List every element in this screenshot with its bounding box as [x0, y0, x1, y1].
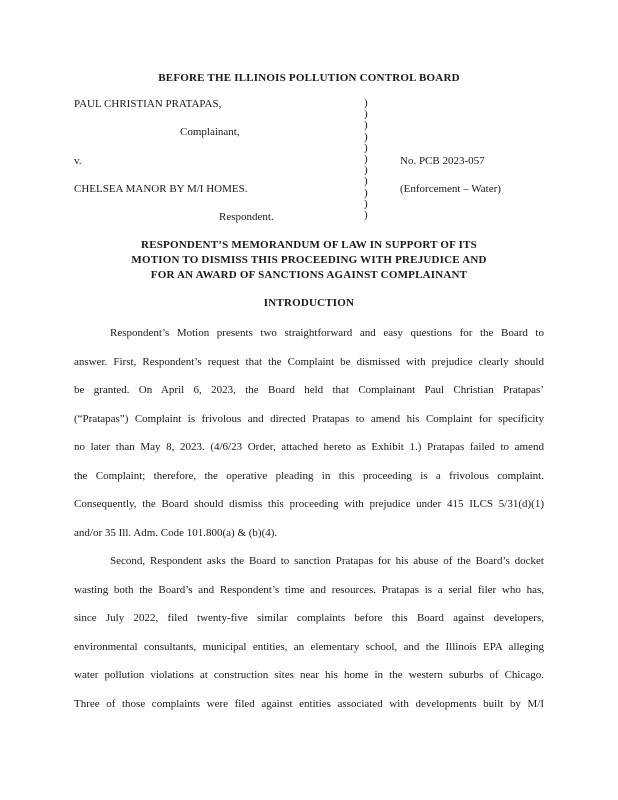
- title-line: RESPONDENT’S MEMORANDUM OF LAW IN SUPPORT OF ITS: [141, 239, 477, 251]
- text-line: since July 2022, filed twenty-five similar complaints before this Board against developers,: [74, 612, 544, 624]
- text-line: answer. First, Respondent’s request that the Complaint be dismissed with prejudice clearly should: [74, 356, 544, 368]
- text-line: Consequently, the Board should dismiss this proceeding with prejudice under 415 ILCS 5/31(d)(1): [74, 498, 544, 510]
- complainant-name: PAUL CHRISTIAN PRATAPAS,: [74, 98, 222, 110]
- text-line: (“Pratapas”) Complaint is frivolous and directed Pratapas to amend his Complaint for specificity: [74, 413, 544, 425]
- text-line: no later than May 8, 2023. (4/6/23 Order, attached hereto as Exhibit 1.) Pratapas failed to amend: [74, 441, 544, 453]
- text-line: environmental consultants, municipal entities, an elementary school, and the Illinois EPA alleging: [74, 641, 544, 653]
- section-heading: INTRODUCTION: [263, 297, 355, 309]
- text-line: wasting both the Board’s and Respondent’s time and resources. Pratapas is a serial filer who has,: [74, 584, 544, 596]
- case-number: No. PCB 2023-057: [400, 155, 485, 167]
- versus-label: v.: [74, 155, 82, 167]
- respondent-role: Respondent.: [219, 211, 274, 223]
- title-line: MOTION TO DISMISS THIS PROCEEDING WITH PREJUDICE AND: [131, 254, 487, 266]
- case-type: (Enforcement – Water): [400, 183, 501, 195]
- text-line: Three of those complaints were filed against entities associated with developments built by M/I: [74, 698, 544, 710]
- respondent-name: CHELSEA MANOR BY M/I HOMES.: [74, 183, 248, 195]
- court-heading: BEFORE THE ILLINOIS POLLUTION CONTROL BOARD: [158, 72, 460, 84]
- text-line: water pollution violations at construction sites near his home in the western suburbs of Chicago.: [74, 669, 544, 681]
- text-line: Second, Respondent asks the Board to sanction Pratapas for his abuse of the Board’s docket: [110, 555, 544, 567]
- title-line: FOR AN AWARD OF SANCTIONS AGAINST COMPLAINANT: [150, 269, 468, 281]
- complainant-role: Complainant,: [180, 126, 240, 138]
- caption-parentheses: ) ) ) ) ) ) ) ) ) ) ): [364, 97, 368, 222]
- text-line: Respondent’s Motion presents two straightforward and easy questions for the Board to: [110, 327, 544, 339]
- text-line: and/or 35 Ill. Adm. Code 101.800(a) & (b)(4).: [74, 527, 278, 539]
- text-line: be granted. On April 6, 2023, the Board held that Complainant Paul Christian Pratapas’: [74, 384, 544, 396]
- text-line: the Complaint; therefore, the operative pleading in this proceeding is a frivolous complaint.: [74, 470, 544, 482]
